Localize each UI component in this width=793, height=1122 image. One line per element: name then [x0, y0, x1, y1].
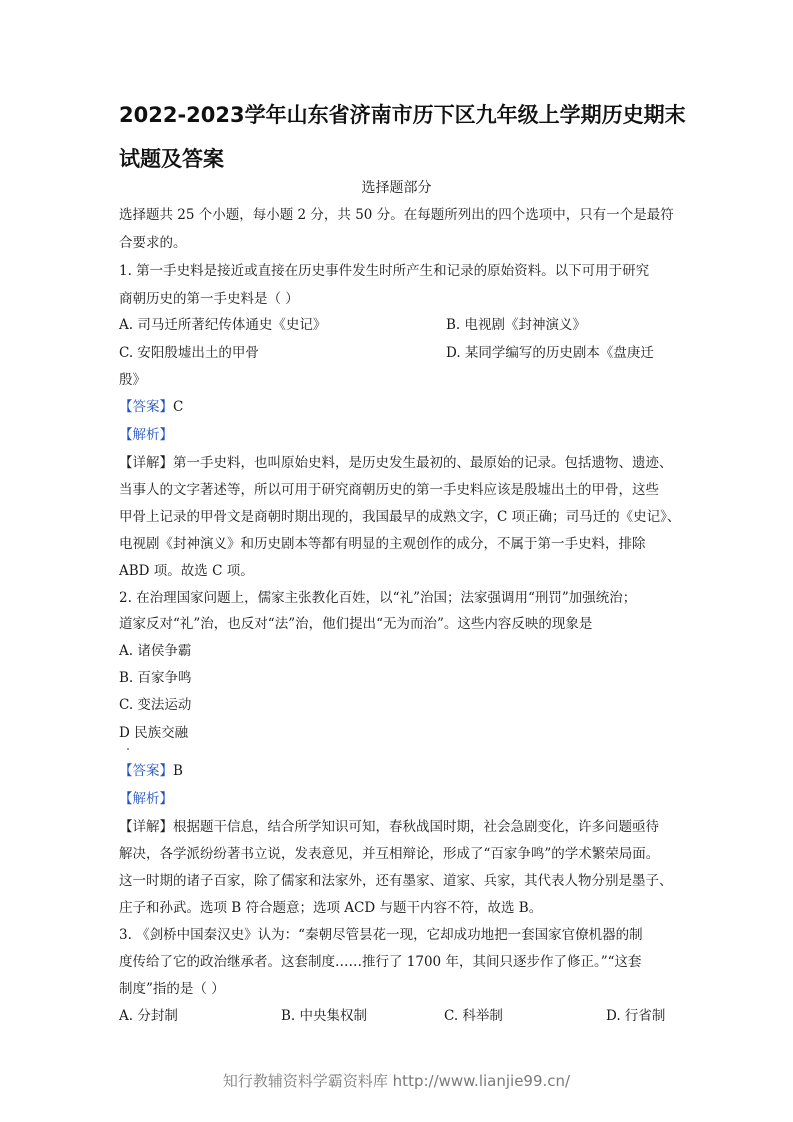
- q2-option-c: C. 变法运动: [119, 697, 192, 713]
- q2-detail: [119, 817, 659, 837]
- q1-stem: 商朝历史的第一手史料是（ ）: [119, 291, 299, 307]
- q2-detail: 庄子和孙武。选项 B 符合题意；选项 ACD 与题干内容不符，故选 B。: [119, 900, 543, 916]
- title-line-2: 试题及答案: [119, 147, 224, 171]
- q1-detail: 甲骨上记录的甲骨文是商朝时期出现的，我国最早的成熟文字，C 项正确；司马迁的《史记》、: [119, 509, 681, 525]
- q1-answer: [119, 397, 183, 417]
- q2-stem: 道家反对“礼”治，也反对“法”治，他们提出“无为而治”。这些内容反映的现象是: [119, 616, 593, 632]
- detail-tag: 【详解】: [119, 455, 173, 471]
- answer-value: B: [173, 763, 183, 779]
- q3-option-d: D. 行省制: [606, 1008, 666, 1024]
- answer-tag: 【答案】: [119, 399, 173, 415]
- q1-detail: [119, 453, 673, 473]
- answer-tag: 【答案】: [119, 763, 173, 779]
- q1-option-c: C. 安阳殷墟出土的甲骨: [119, 345, 259, 361]
- detail-tag: 【详解】: [119, 819, 173, 835]
- q1-detail: 当事人的文字著述等，所以可用于研究商朝历史的第一手史料应该是殷墟出土的甲骨，这些: [119, 482, 659, 498]
- q3-stem: 3. 《剑桥中国秦汉史》认为：“秦朝尽管昙花一现，它却成功地把一套国家官僚机器的制: [119, 927, 643, 943]
- q2-analysis-tag: 【解析】: [119, 791, 173, 807]
- q3-option-c: C. 科举制: [444, 1008, 503, 1024]
- q1-stem: 1. 第一手史料是接近或直接在历史事件发生时所产生和记录的原始资料。以下可用于研究: [119, 263, 650, 279]
- q1-detail: ABD 项。故选 C 项。: [119, 563, 254, 579]
- q1-detail: 电视剧《封神演义》和历史剧本等都有明显的主观创作的成分，不属于第一手史料，排除: [119, 536, 646, 552]
- q2-stem: 2. 在治理国家问题上，儒家主张教化百姓，以“礼”治国；法家强调用“刑罚”加强统治；: [119, 590, 637, 606]
- intro-line: 合要求的。: [119, 235, 187, 251]
- intro-line: 选择题共 25 个小题，每小题 2 分，共 50 分。在每题所列出的四个选项中，只有一个是最符: [119, 207, 674, 223]
- stray-dot: [127, 748, 129, 750]
- detail-text: 第一手史料，也叫原始史料，是历史发生最初的、最原始的记录。包括遗物、遗迹、: [173, 455, 673, 471]
- q1-option-a: A. 司马迁所著纪传体通史《史记》: [119, 317, 327, 333]
- q2-option-d: D 民族交融: [119, 725, 189, 741]
- title-line-1: 2022-2023学年山东省济南市历下区九年级上学期历史期末: [119, 103, 686, 127]
- footer-watermark: 知行教辅资料学霸资料库 http://www.lianjie99.cn/: [222, 1072, 571, 1090]
- q2-detail: 这一时期的诸子百家，除了儒家和法家外，还有墨家、道家、兵家，其代表人物分别是墨子、: [119, 873, 673, 889]
- q2-detail: 解决，各学派纷纷著书立说，发表意见，并互相辩论，形成了“百家争鸣”的学术繁荣局面。: [119, 846, 660, 862]
- answer-value: C: [173, 399, 184, 415]
- q3-stem: 制度”指的是（ ）: [119, 981, 225, 997]
- q1-option-d-cont: 殷》: [119, 372, 146, 388]
- q2-answer: [119, 761, 183, 781]
- q3-stem: 度传给了它的政治继承者。这套制度……推行了 1700 年，其间只逐步作了修正。”“这套: [119, 954, 642, 970]
- q2-option-b: B. 百家争鸣: [119, 670, 192, 686]
- q3-option-a: A. 分封制: [119, 1008, 178, 1024]
- q1-option-d: D. 某同学编写的历史剧本《盘庚迁: [446, 345, 654, 361]
- q1-option-b: B. 电视剧《封神演义》: [446, 317, 587, 333]
- q3-option-b: B. 中央集权制: [281, 1008, 368, 1024]
- q1-analysis-tag: 【解析】: [119, 427, 173, 443]
- q2-option-a: A. 诸侯争霸: [119, 643, 192, 659]
- document-title: [119, 93, 689, 181]
- section-title: 选择题部分: [361, 180, 432, 196]
- detail-text: 根据题干信息，结合所学知识可知，春秋战国时期，社会急剧变化，许多问题亟待: [173, 819, 659, 835]
